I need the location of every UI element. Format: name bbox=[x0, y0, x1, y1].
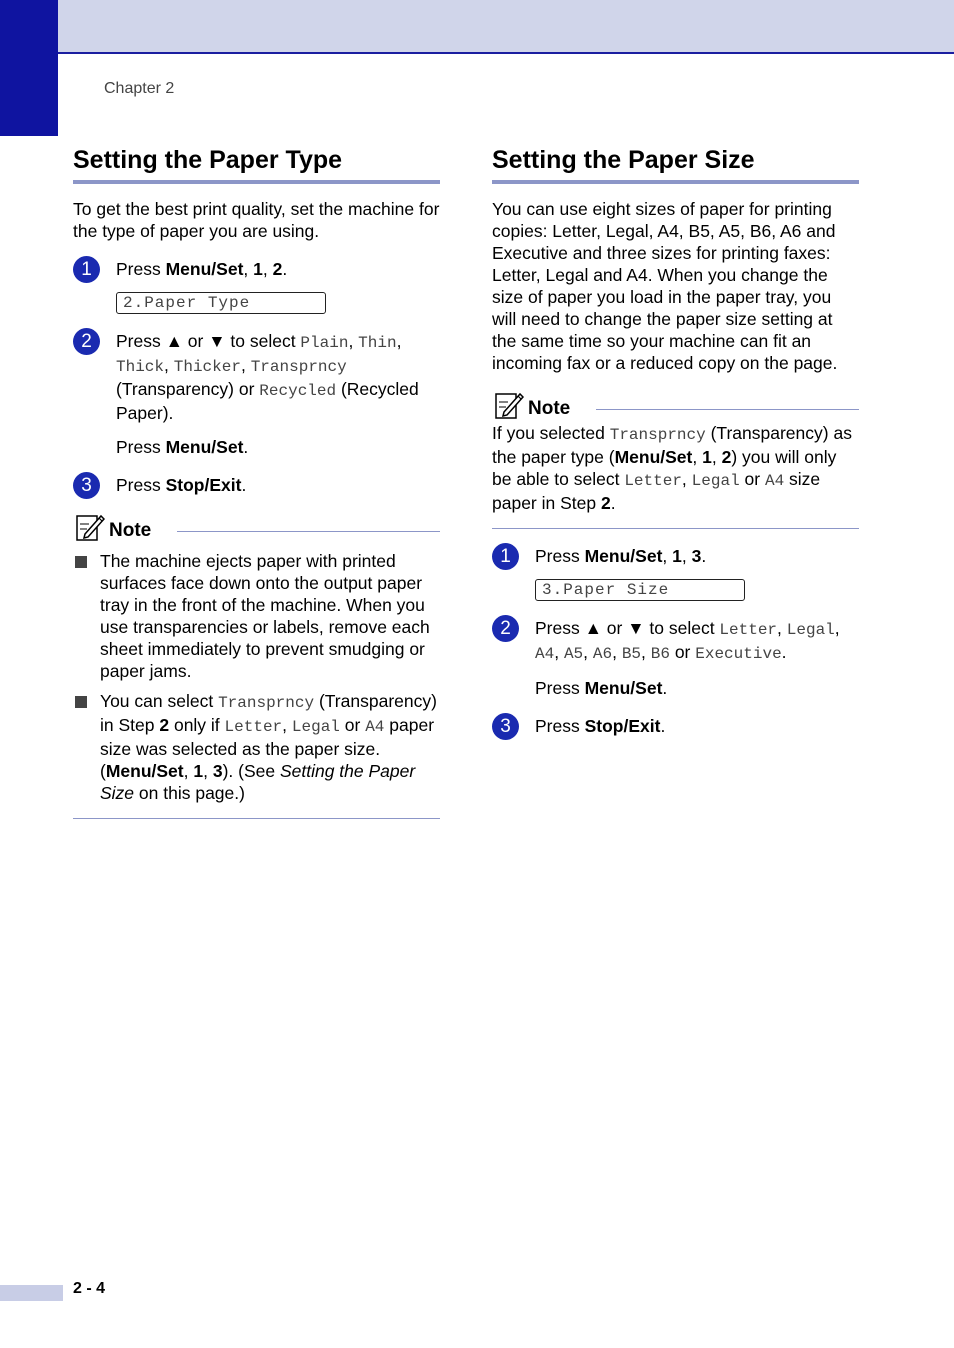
note-pencil-icon bbox=[75, 512, 105, 542]
step-number-1: 1 bbox=[492, 543, 519, 570]
step-number-3: 3 bbox=[73, 472, 100, 499]
header-band bbox=[0, 0, 954, 54]
bullet-square-icon bbox=[75, 696, 87, 708]
note-label: Note bbox=[528, 398, 571, 419]
bullet-square-icon bbox=[75, 556, 87, 568]
note-bullet: The machine ejects paper with printed surfaces face down onto the output paper tray in the front of the machine. When you use transparencies or labels, remove each sheet immediately to prevent smudging or paper jams. bbox=[73, 550, 440, 682]
section-title-paper-type: Setting the Paper Type bbox=[73, 140, 440, 184]
stop-exit-key: Stop/Exit bbox=[584, 716, 661, 736]
paper-size-step-2: 2 Press ▲ or ▼ to select Letter, Legal, A4, A5, A6, B5, B6 or Executive. Press Menu/Set. bbox=[492, 617, 859, 699]
lcd-display: 3.Paper Size bbox=[535, 579, 745, 601]
step-number-2: 2 bbox=[492, 615, 519, 642]
menu-set-key: Menu/Set bbox=[584, 546, 663, 566]
paper-size-step-3: 3 Press Stop/Exit. bbox=[492, 715, 859, 737]
menu-set-key: Menu/Set bbox=[165, 259, 244, 279]
note-header bbox=[73, 514, 440, 544]
note-end-divider bbox=[73, 818, 440, 819]
paper-size-intro: You can use eight sizes of paper for printing copies: Letter, Legal, A4, B5, A5, B6, A6 and Executive and three sizes for printing faxes: Letter, Legal and A4. When you change the size of paper you load in the paper tray, you will need to change the paper size setting at the same time so your machine can fit an incoming fax or a reduced copy on the page. bbox=[492, 199, 838, 373]
step-instruction: Press Menu/Set. bbox=[535, 678, 668, 698]
paper-type-step-1: 1 Press Menu/Set, 1, 2. 2.Paper Type bbox=[73, 258, 440, 314]
paper-type-step-2: 2 Press ▲ or ▼ to select Plain, Thin, Thick, Thicker, Transprncy (Transparency) or Recycled (Recycled Paper). Press Menu/Set. bbox=[73, 330, 440, 458]
note-body: If you selected Transprncy (Transparency) as the paper type (Menu/Set, 1, 2) you will only be able to select Letter, Legal or A4 size paper in Step 2. bbox=[492, 423, 852, 513]
note-end-divider bbox=[492, 528, 859, 529]
cross-reference: Setting the Paper Size bbox=[100, 761, 416, 803]
paper-type-step-3: 3 Press Stop/Exit. bbox=[73, 474, 440, 496]
step-number-3: 3 bbox=[492, 713, 519, 740]
note-divider bbox=[177, 531, 440, 532]
note-pencil-icon bbox=[494, 390, 524, 420]
chapter-label: Chapter 2 bbox=[104, 80, 175, 97]
left-column bbox=[73, 140, 440, 819]
stop-exit-key: Stop/Exit bbox=[165, 475, 242, 495]
lcd-display: 2.Paper Type bbox=[116, 292, 326, 314]
note-divider bbox=[596, 409, 859, 410]
note-body bbox=[73, 550, 440, 804]
note-label: Note bbox=[109, 520, 152, 541]
note-header bbox=[492, 392, 859, 422]
paper-type-intro: To get the best print quality, set the machine for the type of paper you are using. bbox=[73, 199, 440, 241]
note-bullet: You can select Transprncy (Transparency) in Step 2 only if Letter, Legal or A4 paper size was selected as the paper size. (Menu/Set, 1, 3). (See Setting the Paper Size on this page.) bbox=[73, 690, 440, 804]
footer-band bbox=[0, 1285, 63, 1301]
paper-size-step-1: 1 Press Menu/Set, 1, 3. 3.Paper Size bbox=[492, 545, 859, 601]
step-instruction: Press Menu/Set. bbox=[116, 437, 249, 457]
step-number-1: 1 bbox=[73, 256, 100, 283]
page-number: 2 - 4 bbox=[73, 1280, 106, 1297]
section-title-paper-size: Setting the Paper Size bbox=[492, 140, 859, 184]
right-column bbox=[492, 140, 859, 737]
chapter-tab bbox=[0, 0, 58, 136]
step-number-2: 2 bbox=[73, 328, 100, 355]
